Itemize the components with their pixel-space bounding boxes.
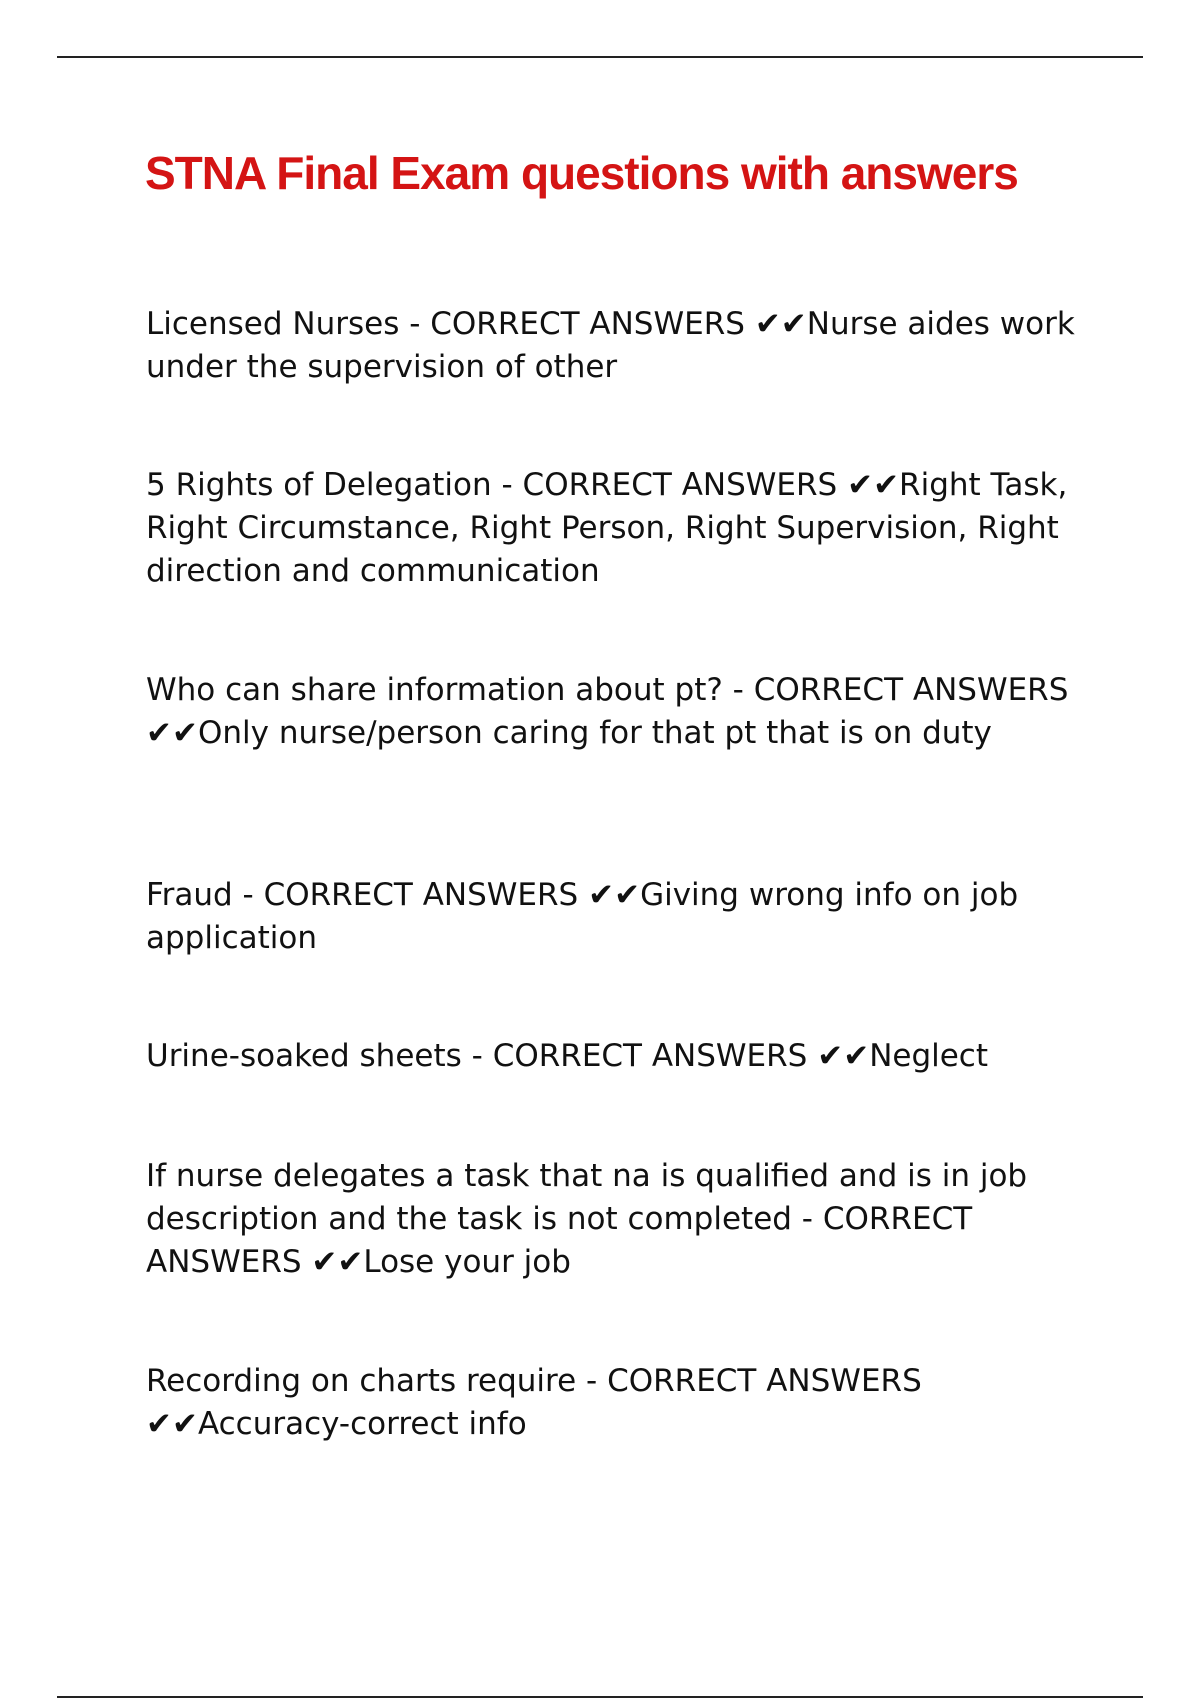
qa-item xyxy=(146,669,1106,755)
top-rule xyxy=(57,56,1143,58)
answer-text: Right Task, Right Circumstance, Right Person, Right Supervision, Right direction and communication xyxy=(146,467,1068,589)
bottom-rule xyxy=(57,1696,1143,1698)
check-marks-icon: ✔✔ xyxy=(754,306,807,342)
correct-answers-label: CORRECT ANSWERS xyxy=(753,672,1069,708)
question-text: If nurse delegates a task that na is qualified and is in job description and the task is not completed xyxy=(146,1158,1028,1237)
qa-item xyxy=(146,303,1106,389)
check-marks-icon: ✔✔ xyxy=(588,877,641,913)
answer-text: Only nurse/person caring for that pt that is on duty xyxy=(197,715,992,751)
qa-item xyxy=(146,1360,1106,1446)
question-text: Fraud xyxy=(146,877,233,913)
qa-item xyxy=(146,464,1106,593)
separator: - xyxy=(491,467,523,503)
question-text: Recording on charts require xyxy=(146,1363,577,1399)
separator: - xyxy=(722,672,754,708)
answer-text: Neglect xyxy=(869,1038,989,1074)
check-marks-icon: ✔✔ xyxy=(146,715,198,751)
answer-text: Lose your job xyxy=(363,1244,571,1280)
correct-answers-label: CORRECT ANSWERS xyxy=(522,467,838,503)
check-marks-icon: ✔✔ xyxy=(817,1038,870,1074)
question-text: Licensed Nurses xyxy=(146,306,400,342)
check-marks-icon: ✔✔ xyxy=(146,1406,198,1442)
answer-text: Giving wrong info on job application xyxy=(146,877,1019,956)
answer-text: Nurse aides work under the supervision of other xyxy=(146,306,1075,385)
separator: - xyxy=(791,1201,823,1237)
qa-item xyxy=(146,874,1106,960)
qa-item xyxy=(146,1155,1106,1284)
correct-answers-label: CORRECT ANSWERS xyxy=(146,1201,973,1280)
separator: - xyxy=(399,306,431,342)
question-text: Urine-soaked sheets xyxy=(146,1038,462,1074)
question-text: 5 Rights of Delegation xyxy=(146,467,492,503)
question-text: Who can share information about pt? xyxy=(146,672,723,708)
correct-answers-label: CORRECT ANSWERS xyxy=(607,1363,922,1399)
separator: - xyxy=(576,1363,608,1399)
answer-text: Accuracy-correct info xyxy=(197,1406,527,1442)
correct-answers-label: CORRECT ANSWERS xyxy=(492,1038,808,1074)
check-marks-icon: ✔✔ xyxy=(847,467,900,503)
check-marks-icon: ✔✔ xyxy=(311,1244,364,1280)
qa-item xyxy=(146,1035,1106,1078)
separator: - xyxy=(232,877,264,913)
separator: - xyxy=(461,1038,493,1074)
document-title: STNA Final Exam questions with answers xyxy=(145,147,1018,199)
correct-answers-label: CORRECT ANSWERS xyxy=(430,306,745,342)
correct-answers-label: CORRECT ANSWERS xyxy=(263,877,579,913)
